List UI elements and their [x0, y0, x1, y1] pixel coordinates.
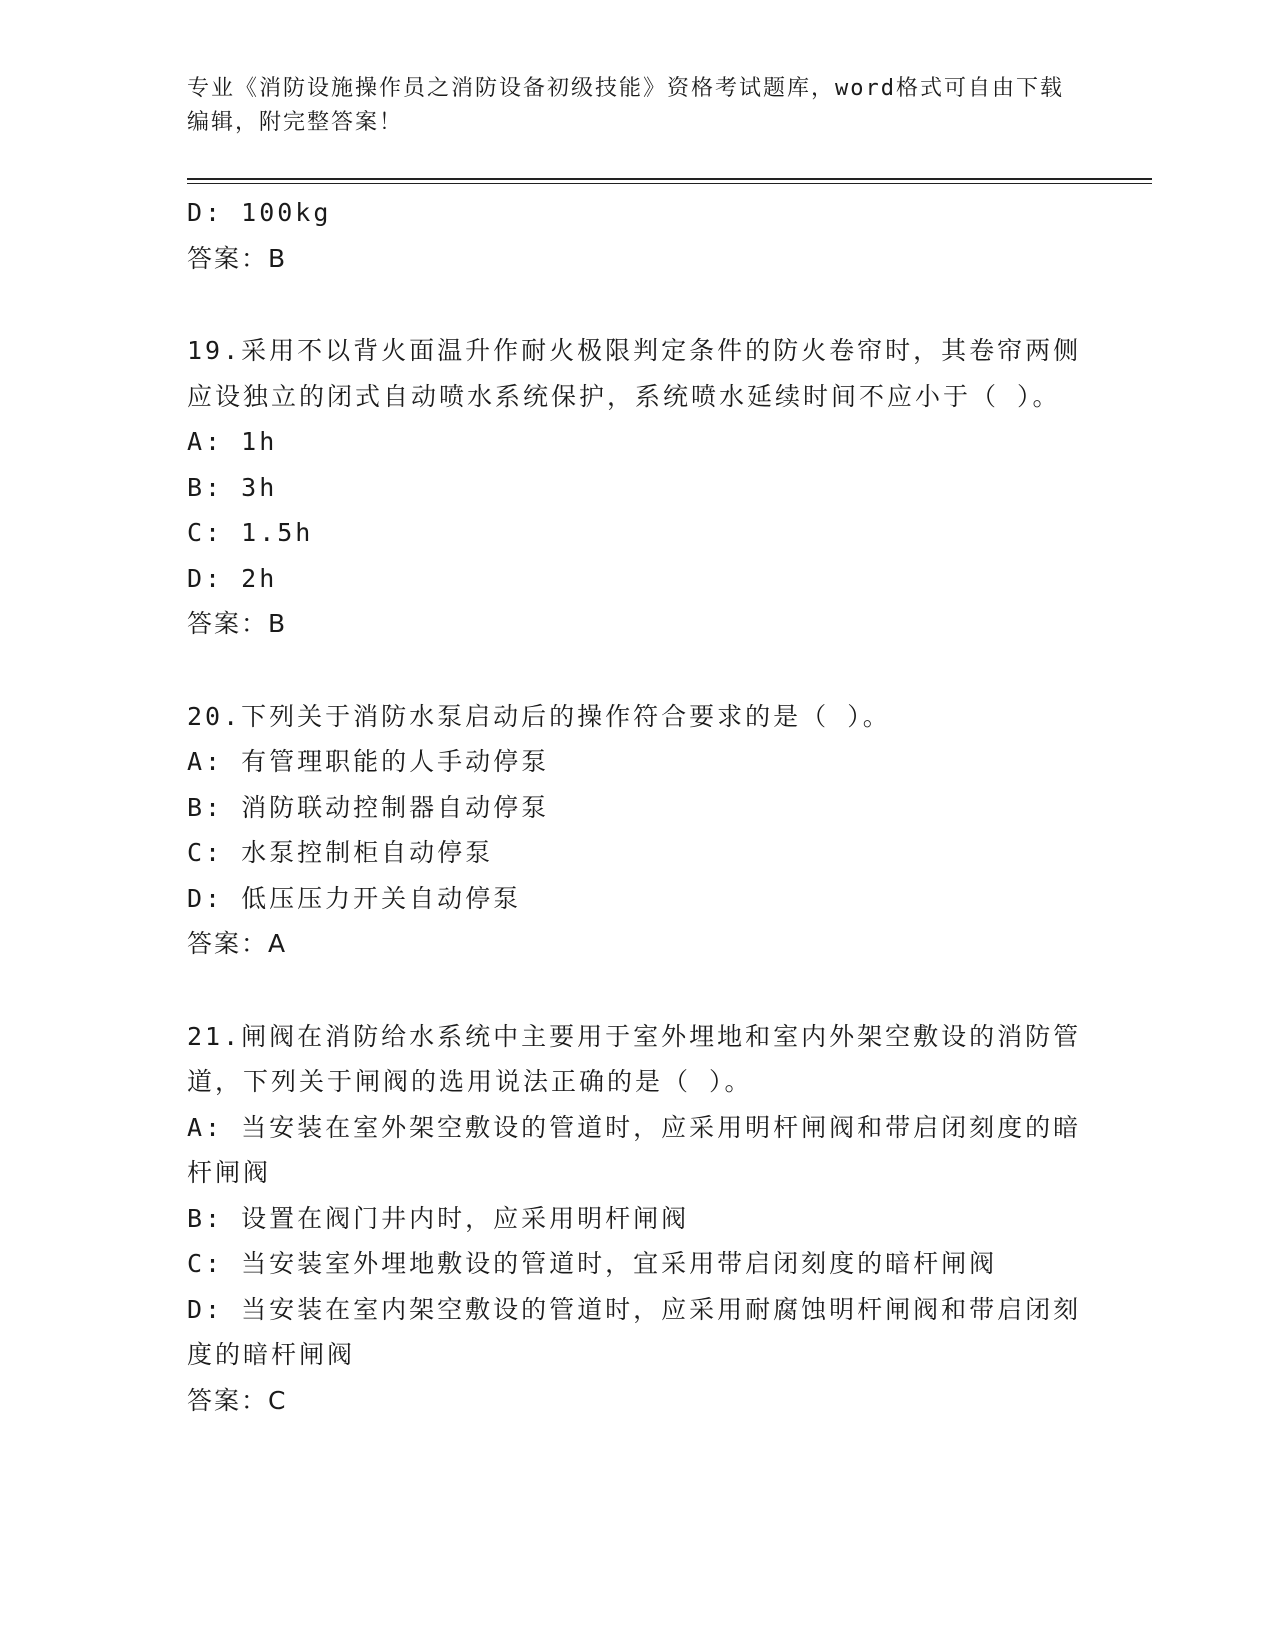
option-c: C: 1.5h	[187, 518, 314, 547]
answer-line	[187, 236, 1087, 282]
option-d: D: 2h	[187, 563, 278, 593]
header-divider-thick	[187, 178, 1152, 180]
option-d: D: 低压压力开关自动停泵	[187, 883, 522, 913]
answer-label: 答案：	[187, 609, 269, 638]
answer-label: 答案：	[187, 1385, 269, 1415]
option-b: B: 3h	[187, 472, 278, 502]
answer-value: C	[268, 1385, 288, 1415]
answer-label: 答案：	[187, 929, 269, 958]
option-a: A: 1h	[187, 427, 278, 456]
option-c: C: 水泵控制柜自动停泵	[187, 838, 494, 867]
option-d: D: 100kg	[187, 198, 332, 227]
option-a: A: 有管理职能的人手动停泵	[187, 747, 550, 776]
answer-line	[187, 1378, 1087, 1424]
question-stem: 21.闸阀在消防给水系统中主要用于室外埋地和室内外架空敷设的消防管道，下列关于闸阀的选用说法正确的是（ ）。	[187, 1021, 1082, 1096]
option-b: B: 设置在阀门井内时，应采用明杆闸阀	[187, 1203, 690, 1233]
answer-line	[187, 601, 1087, 647]
option-d: D: 当安装在室内架空敷设的管道时，应采用耐腐蚀明杆闸阀和带启闭刻度的暗杆闸阀	[187, 1294, 1082, 1369]
previous-question-tail	[187, 190, 1087, 281]
option-c: C: 当安装室外埋地敷设的管道时，宜采用带启闭刻度的暗杆闸阀	[187, 1249, 998, 1278]
page-content	[187, 190, 1087, 1423]
answer-value: A	[268, 929, 288, 958]
question-stem: 19.采用不以背火面温升作耐火极限判定条件的防火卷帘时，其卷帘两侧应设独立的闭式自动喷水系统保护，系统喷水延续时间不应小于（ ）。	[187, 336, 1082, 411]
option-a: A: 当安装在室外架空敷设的管道时，应采用明杆闸阀和带启闭刻度的暗杆闸阀	[187, 1112, 1082, 1187]
header-divider-thin	[187, 183, 1152, 184]
answer-value: B	[268, 609, 288, 638]
question-21	[187, 1014, 1087, 1424]
page-header: 专业《消防设施操作员之消防设备初级技能》资格考试题库，word格式可自由下载编辑，附完整答案！	[187, 76, 1064, 135]
question-stem: 20.下列关于消防水泵启动后的操作符合要求的是（ ）。	[187, 701, 891, 731]
answer-line	[187, 921, 1087, 967]
question-19	[187, 328, 1087, 647]
option-b: B: 消防联动控制器自动停泵	[187, 792, 550, 822]
answer-value: B	[268, 243, 288, 273]
question-20	[187, 694, 1087, 967]
answer-label: 答案：	[187, 243, 269, 273]
